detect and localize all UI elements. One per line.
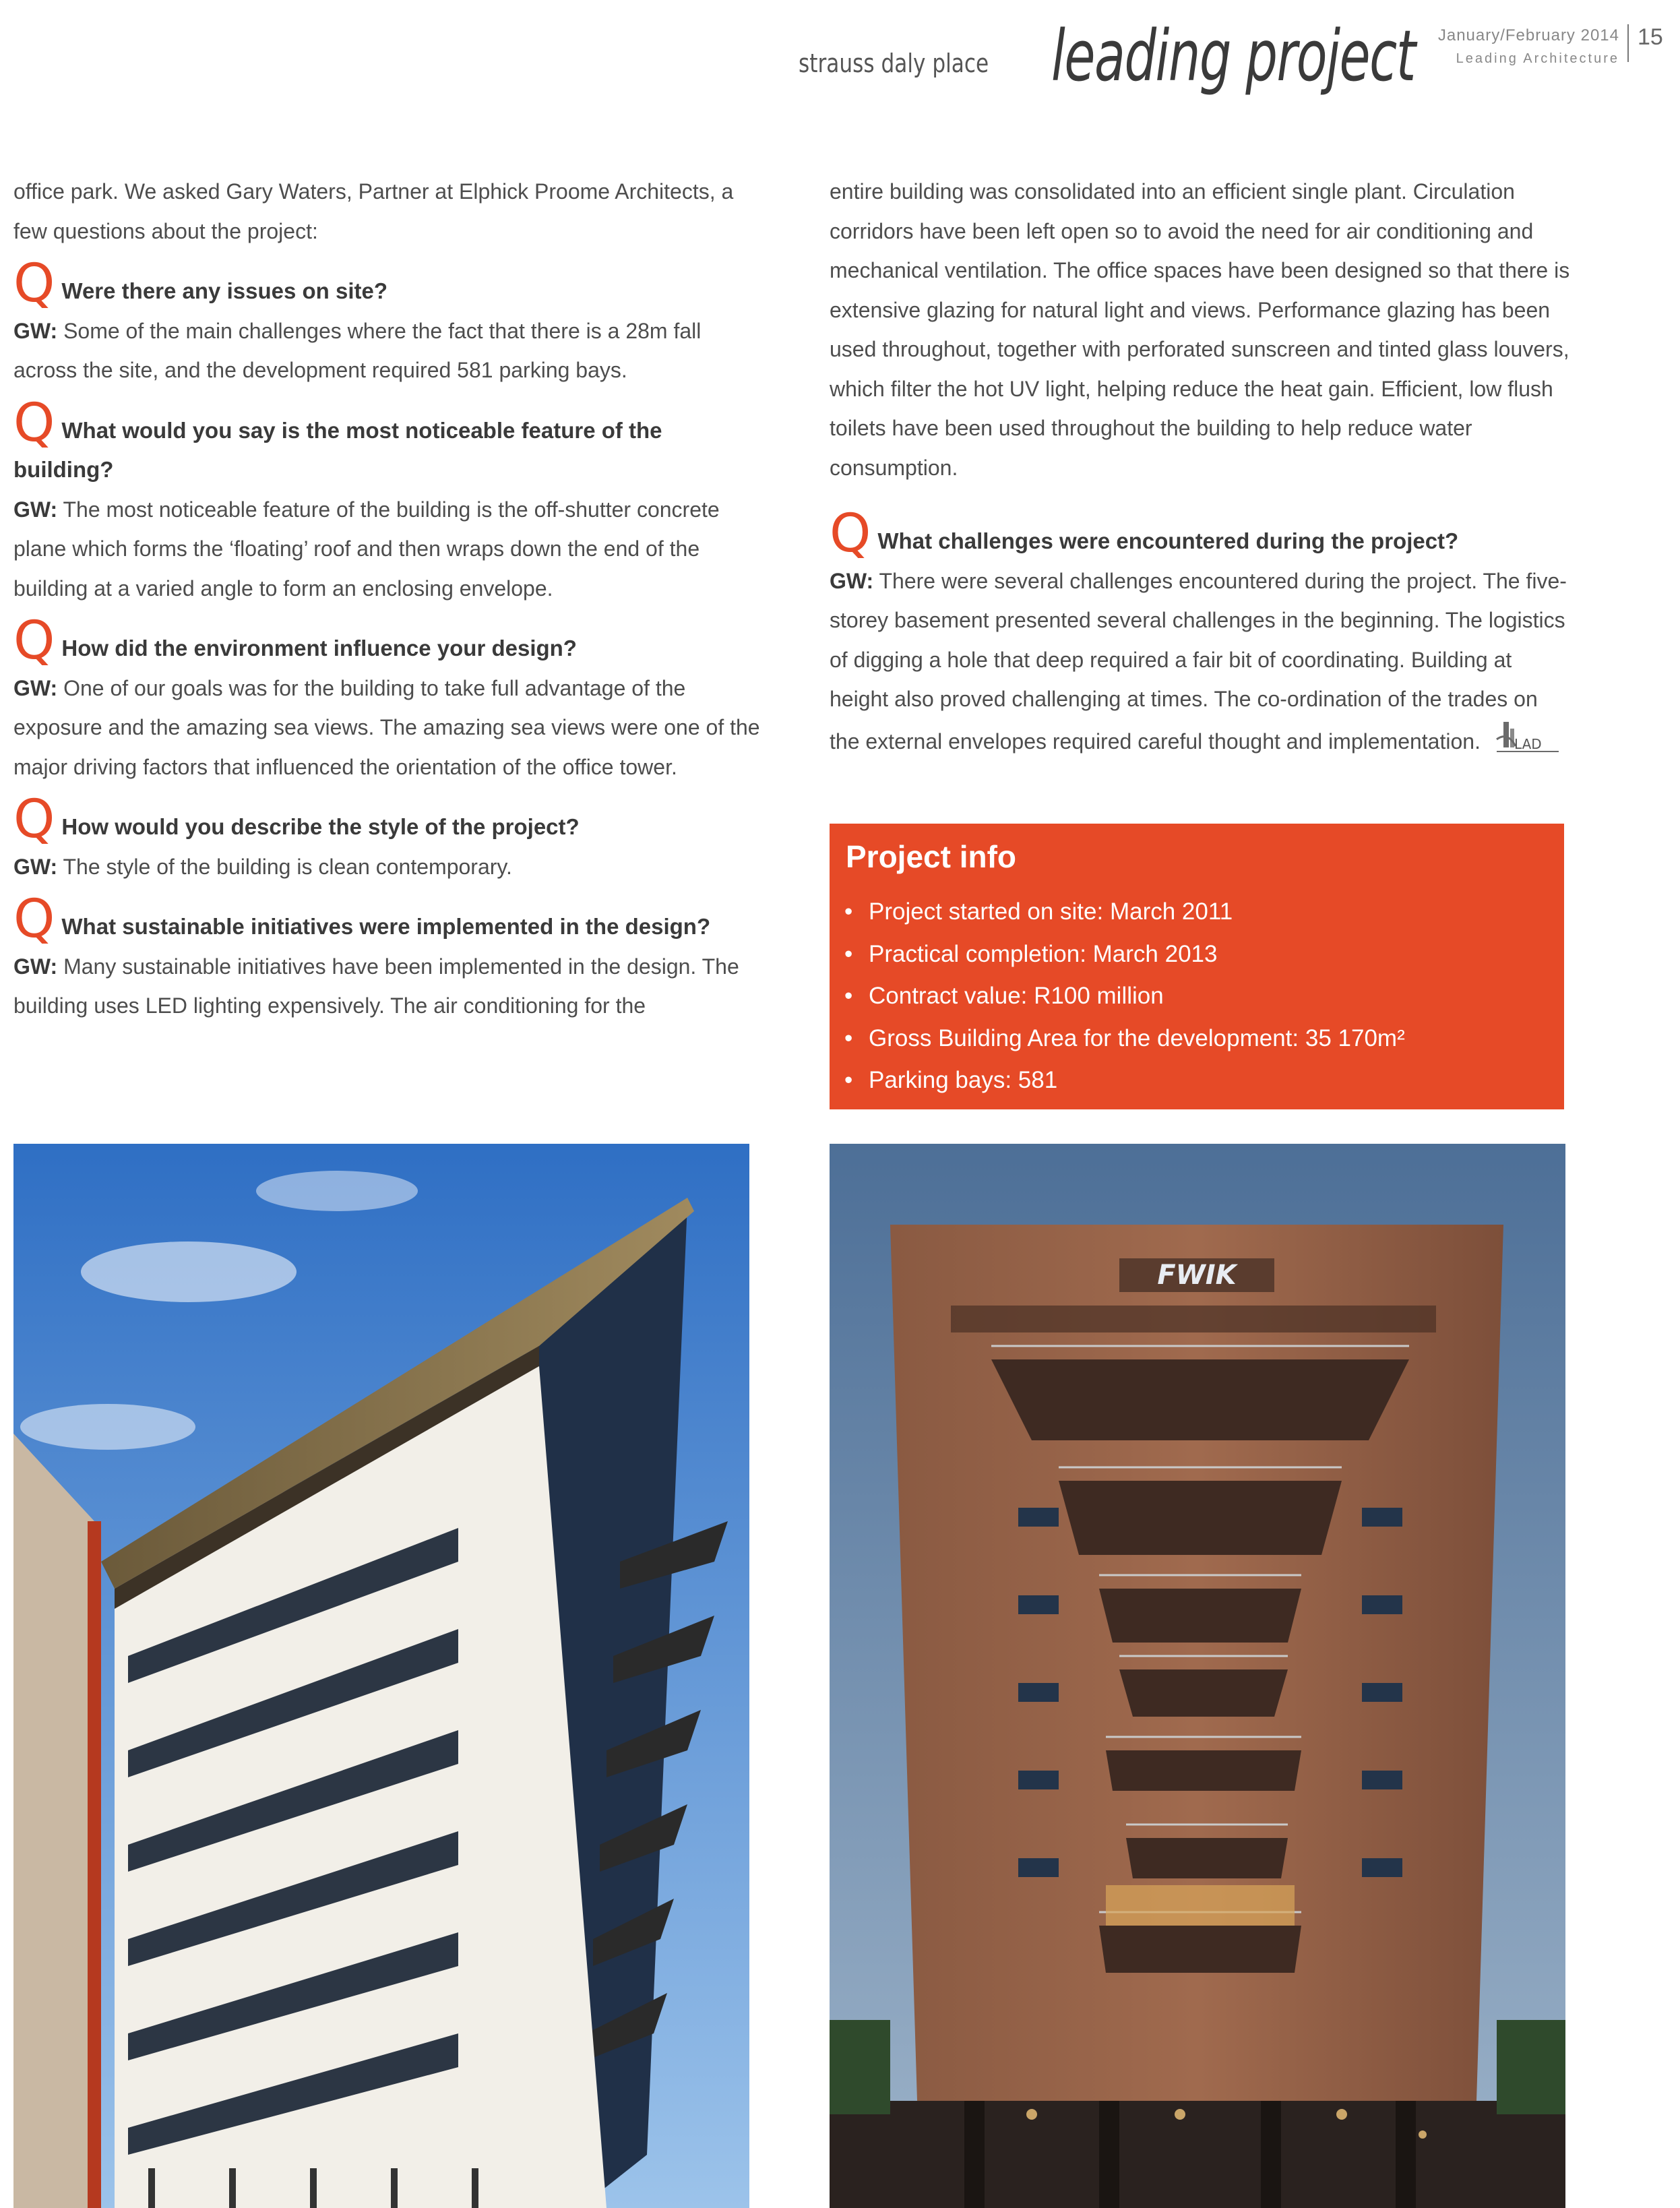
speaker-label: GW: (13, 954, 58, 979)
speaker-label: GW: (13, 318, 58, 343)
continuation-paragraph: entire building was consolidated into an efficient single plant. Circulation corridors have been left open so to avoid the need for air conditioning and mechanical ventilation. The office spaces have been designed so that there is extensive glazing for natural light and views. Performance glazing has been used throughout, together with perforated sunscreen and tinted glass louvers, which filter the hot UV light, helping reduce the heat gain. Efficient, low flush toilets have been used throughout the building to help reduce water consumption. (830, 179, 1570, 480)
q-mark: Q (13, 253, 55, 314)
speaker-label: GW: (13, 675, 58, 700)
page-number: 15 (1638, 24, 1663, 50)
list-item: • Gross Building Area for the development: 35 170m² (844, 1018, 1405, 1060)
right-column (830, 172, 1571, 761)
question-block (13, 253, 761, 314)
answer-paragraph (830, 561, 1571, 762)
q-mark: Q (13, 889, 55, 950)
lad-logo-text: LAD (1514, 735, 1542, 752)
question-text: What would you say is the most noticeable feature of the building? (13, 417, 662, 482)
answer-paragraph (13, 947, 761, 1026)
bullet-icon: • (844, 983, 853, 1009)
question-text: Were there any issues on site? (61, 278, 387, 303)
page-title: leading project (1051, 15, 1415, 97)
answer-paragraph (13, 847, 761, 887)
building-sign-text: FWIK (1157, 1260, 1237, 1291)
answer-text: The most noticeable feature of the building is the off-shutter concrete plane which forms the ‘floating’ roof and then wraps down the end of the building at a varied angle to form an enclosing envelope. (13, 497, 720, 601)
question-text: How did the environment influence your design? (61, 636, 577, 661)
bullet-icon: • (844, 898, 853, 925)
answer-paragraph (13, 311, 761, 390)
bullet-icon: • (844, 940, 853, 967)
q-mark: Q (13, 789, 55, 850)
question-block (13, 789, 761, 850)
project-info-title: Project info (846, 839, 1017, 874)
q-mark: Q (13, 392, 55, 454)
bullet-icon: • (844, 1024, 853, 1051)
question-text: What challenges were encountered during the project? (877, 528, 1459, 553)
list-item: • Contract value: R100 million (844, 975, 1405, 1018)
speaker-label: GW: (830, 568, 874, 593)
question-block (13, 392, 761, 490)
list-item: • Practical completion: March 2013 (844, 933, 1405, 976)
question-block (830, 503, 1571, 564)
answer-text: Many sustainable initiatives have been implemented in the design. The building uses LED lighting expensively. The air conditioning for the (13, 954, 739, 1018)
question-text: How would you describe the style of the project? (61, 814, 580, 839)
list-item: • Parking bays: 581 (844, 1060, 1405, 1102)
bullet-icon: • (844, 1067, 853, 1093)
publication-name: Leading Architecture (1456, 51, 1619, 66)
question-block (13, 889, 761, 950)
issue-date: January/February 2014 (1437, 26, 1619, 44)
building-illustration-right (830, 1144, 1565, 2208)
question-block (13, 611, 761, 671)
answer-text: One of our goals was for the building to take full advantage of the exposure and the amazing sea views. The amazing sea views were one of the major driving factors that influenced the orientation of the office tower. (13, 675, 760, 779)
answer-paragraph (13, 490, 761, 609)
project-info-list (844, 891, 1405, 1102)
answer-text: The style of the building is clean contemporary. (63, 854, 512, 879)
left-column (13, 172, 761, 1026)
answer-text: There were several challenges encountered during the project. The five-storey basement presented several challenges in the beginning. The logistics of digging a hole that deep required a fair bit of coordinating. Building at height also proved challenging at times. The co-ordination of the trades on the external envelopes required careful thought and implementation. (830, 568, 1567, 754)
speaker-label: GW: (13, 497, 58, 522)
q-mark: Q (13, 611, 55, 671)
building-illustration-left (13, 1144, 749, 2208)
answer-paragraph (13, 669, 761, 787)
question-text: What sustainable initiatives were implemented in the design? (61, 914, 711, 939)
speaker-label: GW: (13, 854, 58, 879)
building-photo-left (13, 1144, 749, 2208)
header-divider (1627, 24, 1629, 62)
project-info-box (830, 824, 1564, 1109)
lad-logo-icon (1494, 719, 1561, 757)
intro-paragraph: office park. We asked Gary Waters, Partner at Elphick Proome Architects, a few questions about the project: (13, 179, 734, 243)
building-photo-right (830, 1144, 1565, 2208)
issue-info (1438, 24, 1619, 70)
answer-text: Some of the main challenges where the fact that there is a 28m fall across the site, and the development required 581 parking bays. (13, 318, 702, 382)
q-mark: Q (830, 503, 871, 564)
list-item: • Project started on site: March 2011 (844, 891, 1405, 933)
section-label: strauss daly place (799, 49, 989, 78)
